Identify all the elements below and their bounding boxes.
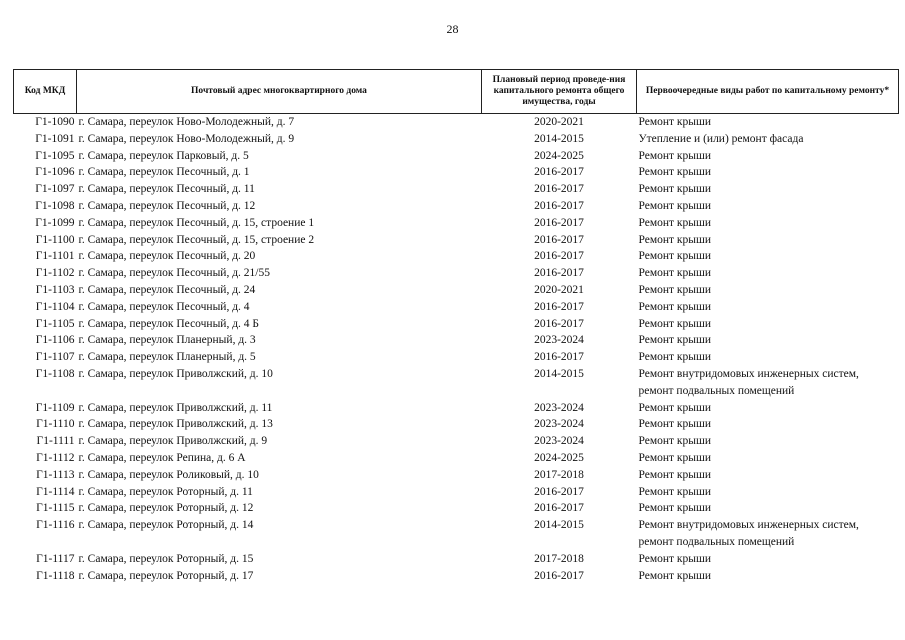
cell-address: г. Самара, переулок Роторный, д. 11 — [78, 485, 253, 498]
cell-code: Г1-1115 — [36, 502, 75, 515]
cell-code: Г1-1095 — [35, 149, 75, 162]
cell-period: 2016-2017 — [534, 502, 584, 515]
cell-address: г. Самара, переулок Планерный, д. 5 — [78, 351, 256, 364]
header-address: Почтовый адрес многоквартирного дома — [77, 70, 482, 114]
cell-works: Ремонт крыши — [638, 317, 712, 330]
cell-code: Г1-1090 — [35, 116, 75, 128]
cell-code: Г1-1104 — [35, 300, 75, 313]
cell-works: Ремонт внутридомовых инженерных систем, ремонт подвальных помещений — [638, 519, 859, 548]
cell-code: Г1-1105 — [35, 317, 75, 330]
cell-period: 2024-2025 — [534, 451, 584, 464]
table-row — [14, 450, 899, 467]
table-row — [14, 131, 899, 148]
cell-works: Утепление и (или) ремонт фасада — [638, 132, 804, 145]
cell-works: Ремонт крыши — [638, 418, 712, 431]
cell-address: г. Самара, переулок Ново-Молодежный, д. 7 — [78, 116, 295, 128]
cell-code: Г1-1091 — [35, 132, 75, 145]
table-row — [14, 484, 899, 501]
cell-code: Г1-1106 — [35, 334, 75, 347]
header-works: Первоочередные виды работ по капитальному ремонту* — [637, 70, 899, 114]
cell-works: Ремонт крыши — [638, 451, 712, 464]
table-row — [14, 181, 899, 198]
cell-period: 2016-2017 — [534, 183, 584, 196]
table-row — [14, 551, 899, 568]
cell-address: г. Самара, переулок Песочный, д. 21/55 — [78, 267, 270, 280]
table-row — [14, 500, 899, 517]
cell-code: Г1-1099 — [35, 216, 75, 229]
repair-schedule-table — [13, 69, 899, 584]
cell-address: г. Самара, переулок Парковый, д. 5 — [78, 149, 249, 162]
cell-period: 2014-2015 — [534, 519, 584, 532]
cell-period: 2014-2015 — [534, 367, 584, 380]
cell-code: Г1-1097 — [35, 183, 75, 196]
table-row — [14, 467, 899, 484]
cell-period: 2016-2017 — [534, 250, 584, 263]
table-row — [14, 366, 899, 400]
cell-code: Г1-1103 — [35, 283, 75, 296]
cell-works: Ремонт крыши — [638, 250, 712, 263]
cell-address: г. Самара, переулок Роторный, д. 15 — [78, 552, 254, 565]
cell-period: 2020-2021 — [534, 116, 584, 128]
cell-address: г. Самара, переулок Песочный, д. 24 — [78, 283, 256, 296]
table-row — [14, 198, 899, 215]
table-row — [14, 400, 899, 417]
table-row — [14, 265, 899, 282]
table-body — [14, 114, 899, 585]
cell-address: г. Самара, переулок Песочный, д. 1 — [78, 166, 250, 179]
cell-code: Г1-1108 — [35, 367, 75, 380]
cell-code: Г1-1096 — [35, 166, 75, 179]
cell-code: Г1-1110 — [36, 418, 75, 431]
cell-address: г. Самара, переулок Репина, д. 6 А — [78, 451, 246, 464]
cell-code: Г1-1102 — [35, 267, 75, 280]
cell-period: 2014-2015 — [534, 132, 584, 145]
cell-code: Г1-1109 — [35, 401, 75, 414]
cell-works: Ремонт крыши — [638, 552, 712, 565]
table-row — [14, 282, 899, 299]
cell-period: 2016-2017 — [534, 267, 584, 280]
cell-code: Г1-1111 — [36, 435, 75, 448]
cell-works: Ремонт крыши — [638, 485, 712, 498]
cell-code: Г1-1100 — [35, 233, 75, 246]
cell-address: г. Самара, переулок Приволжский, д. 13 — [78, 418, 273, 431]
cell-period: 2016-2017 — [534, 199, 584, 212]
cell-address: г. Самара, переулок Роторный, д. 17 — [78, 569, 254, 582]
cell-address: г. Самара, переулок Приволжский, д. 9 — [78, 435, 268, 448]
cell-address: г. Самара, переулок Песочный, д. 20 — [78, 250, 256, 263]
table-row — [14, 433, 899, 450]
cell-period: 2023-2024 — [534, 418, 584, 431]
table-row — [14, 349, 899, 366]
cell-address: г. Самара, переулок Песочный, д. 4 — [78, 300, 250, 313]
table-row — [14, 164, 899, 181]
cell-period: 2017-2018 — [534, 468, 584, 481]
header-period: Плановый период проведе-ния капитального ремонта общего имущества, годы — [482, 70, 637, 114]
cell-code: Г1-1113 — [36, 468, 75, 481]
cell-works: Ремонт крыши — [638, 166, 712, 179]
cell-works: Ремонт крыши — [638, 267, 712, 280]
page-number: 28 — [446, 22, 459, 36]
table-row — [14, 215, 899, 232]
cell-address: г. Самара, переулок Песочный, д. 15, строение 1 — [78, 216, 315, 229]
cell-code: Г1-1116 — [36, 519, 75, 532]
header-row — [14, 70, 899, 114]
cell-period: 2023-2024 — [534, 435, 584, 448]
cell-address: г. Самара, переулок Песочный, д. 12 — [78, 199, 256, 212]
cell-code: Г1-1107 — [35, 351, 75, 364]
cell-works: Ремонт крыши — [638, 183, 712, 196]
cell-works: Ремонт крыши — [638, 199, 712, 212]
cell-period: 2016-2017 — [534, 351, 584, 364]
cell-works: Ремонт крыши — [638, 300, 712, 313]
cell-address: г. Самара, переулок Роторный, д. 14 — [78, 519, 254, 532]
cell-address: г. Самара, переулок Роликовый, д. 10 — [78, 468, 259, 481]
cell-code: Г1-1098 — [35, 199, 75, 212]
cell-works: Ремонт крыши — [638, 116, 712, 128]
cell-address: г. Самара, переулок Планерный, д. 3 — [78, 334, 256, 347]
cell-code: Г1-1114 — [36, 485, 75, 498]
table-row — [14, 517, 899, 551]
cell-works: Ремонт крыши — [638, 401, 712, 414]
table-row — [14, 114, 899, 131]
cell-works: Ремонт крыши — [638, 283, 712, 296]
table-row — [14, 148, 899, 165]
cell-works: Ремонт крыши — [638, 569, 712, 582]
cell-period: 2016-2017 — [534, 216, 584, 229]
cell-works: Ремонт крыши — [638, 334, 712, 347]
cell-address: г. Самара, переулок Песочный, д. 11 — [78, 183, 255, 196]
cell-period: 2016-2017 — [534, 569, 584, 582]
cell-address: г. Самара, переулок Приволжский, д. 11 — [78, 401, 273, 414]
table-row — [14, 248, 899, 265]
table-row — [14, 568, 899, 585]
cell-code: Г1-1117 — [36, 552, 75, 565]
cell-code: Г1-1112 — [36, 451, 75, 464]
cell-works: Ремонт крыши — [638, 435, 712, 448]
table-row — [14, 299, 899, 316]
cell-period: 2016-2017 — [534, 233, 584, 246]
cell-address: г. Самара, переулок Песочный, д. 15, строение 2 — [78, 233, 315, 246]
cell-works: Ремонт крыши — [638, 149, 712, 162]
header-code: Код МКД — [14, 70, 77, 114]
cell-period: 2023-2024 — [534, 401, 584, 414]
cell-address: г. Самара, переулок Песочный, д. 4 Б — [78, 317, 260, 330]
cell-address: г. Самара, переулок Ново-Молодежный, д. 9 — [78, 132, 295, 145]
table-header — [14, 70, 899, 114]
table-row — [14, 316, 899, 333]
table-row — [14, 332, 899, 349]
cell-address: г. Самара, переулок Приволжский, д. 10 — [78, 367, 273, 380]
cell-works: Ремонт внутридомовых инженерных систем, ремонт подвальных помещений — [638, 367, 859, 397]
cell-period: 2016-2017 — [534, 300, 584, 313]
cell-period: 2016-2017 — [534, 166, 584, 179]
table-row — [14, 416, 899, 433]
cell-address: г. Самара, переулок Роторный, д. 12 — [78, 502, 254, 515]
cell-code: Г1-1101 — [35, 250, 75, 263]
cell-code: Г1-1118 — [36, 569, 75, 582]
cell-period: 2023-2024 — [534, 334, 584, 347]
cell-works: Ремонт крыши — [638, 216, 712, 229]
cell-works: Ремонт крыши — [638, 233, 712, 246]
cell-period: 2020-2021 — [534, 283, 584, 296]
cell-period: 2016-2017 — [534, 485, 584, 498]
cell-period: 2017-2018 — [534, 552, 584, 565]
table-row — [14, 232, 899, 249]
cell-period: 2024-2025 — [534, 149, 584, 162]
cell-works: Ремонт крыши — [638, 502, 712, 515]
cell-works: Ремонт крыши — [638, 468, 712, 481]
cell-works: Ремонт крыши — [638, 351, 712, 364]
cell-period: 2016-2017 — [534, 317, 584, 330]
